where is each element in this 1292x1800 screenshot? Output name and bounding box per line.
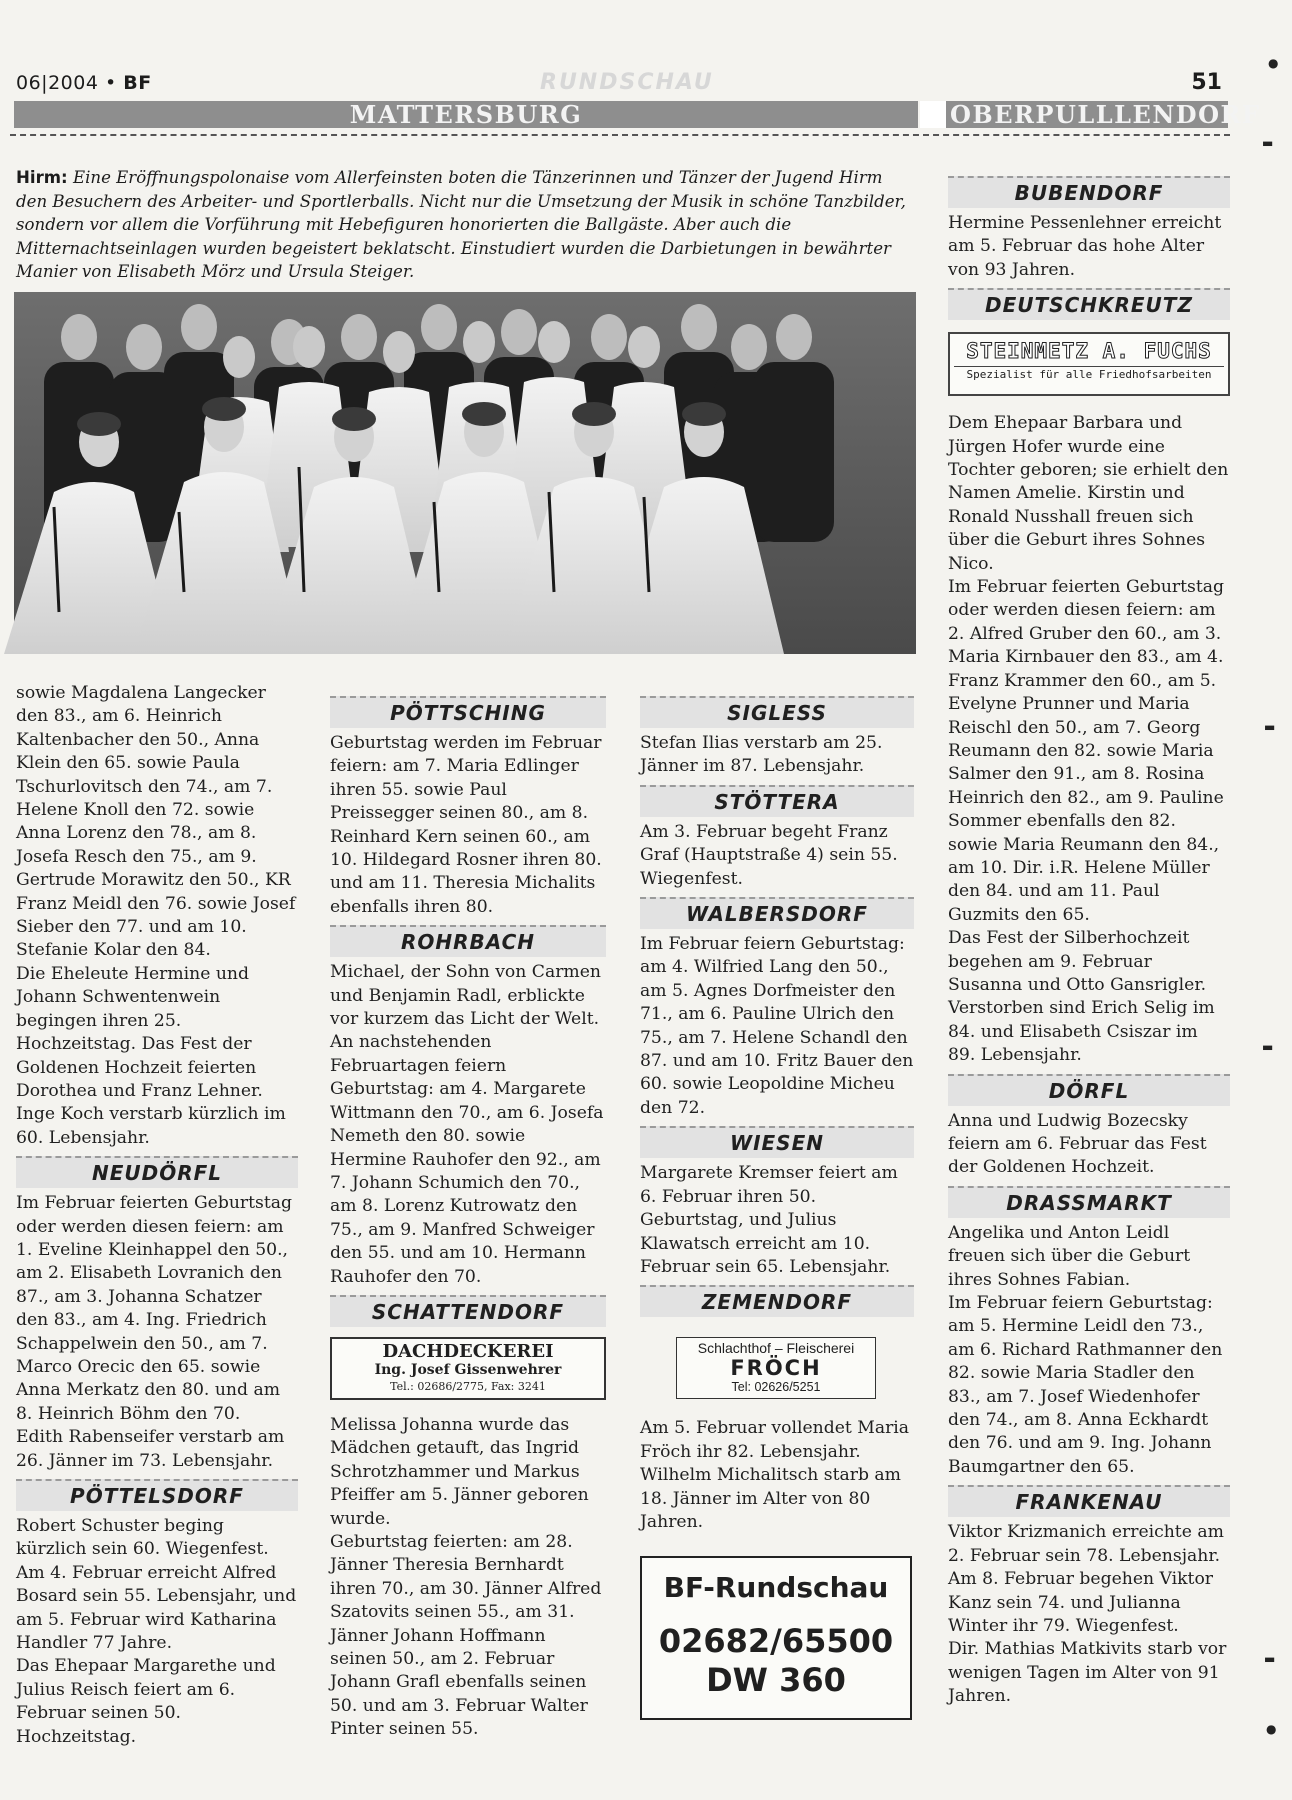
scan-mark-3: ▬: [1264, 720, 1276, 734]
neudorfl-paragraph-1: Im Februar feierten Geburtstag oder werden diesen feiern: am 1. Eveline Kleinhappel den 50., am 2. Elisabeth Lovranich den 87., am 3. Johanna Schatzer den 83., am 4. Ing. Friedrich Schappelwein den 50., am 7. Marco Orecic den 65. sowie Anna Merkatz den 80. und am 8. Heinrich Böhm den 70.: [16, 1193, 293, 1424]
schattendorf-paragraph-2: Geburtstag feierten: am 28. Jänner Theresia Bernhardt ihren 70., am 30. Jänner Alfred Szatovits seinen 55., am 31. Jänner Johann Hoffmann seinen 50., am 2. Februar Johann Grafl ebenfalls seinen 50. und am 3. Februar Walter Pinter seinen 55.: [330, 1531, 602, 1740]
col1-paragraph-2: Die Eheleute Hermine und Johann Schwentenwein begingen ihren 25. Hochzeitstag. Das Fest der Goldenen Hochzeit feierten Dorothea und Franz Lehner.: [16, 963, 263, 1101]
rohrbach-paragraph-1: Michael, der Sohn von Carmen und Benjamin Radl, erblickte vor kurzem das Licht der Welt.: [330, 962, 601, 1030]
advertisement-froch: [676, 1337, 876, 1399]
pottsching-paragraph-1: Geburtstag werden im Februar feiern: am 7. Maria Edlinger ihren 55. sowie Paul Preissegger seinen 80., am 8. Reinhard Kern seinen 60., am 10. Hildegard Rosner ihren 80. und am 11. Theresia Michalits ebenfalls ihren 80.: [330, 733, 602, 917]
caption-place: Hirm:: [16, 168, 68, 187]
column-4: [948, 176, 1230, 1709]
col1-paragraph-1: sowie Magdalena Langecker den 83., am 6. Heinrich Kaltenbacher den 50., Anna Klein den 65. sowie Paula Tschurlovitsch den 74., am 7. Helene Knoll den 72. sowie Anna Lorenz den 78., am 8. Josefa Resch den 75., am 9. Gertrude Morawitz den 50., KR Franz Meidl den 76. sowie Josef Sieber den 77. und am 10. Stefanie Kolar den 84.: [16, 683, 296, 961]
section-heading-dorfl: DÖRFL: [948, 1074, 1230, 1106]
scan-mark-6: ●: [1266, 1722, 1277, 1736]
scan-mark-4: ▬: [1262, 1040, 1274, 1054]
ad-froch-subtitle: Schlachthof – Fleischerei: [697, 1340, 855, 1357]
walbersdorf-paragraph-1: Im Februar feiern Geburtstag: am 4. Wilfried Lang den 50., am 5. Agnes Dorfmeister den 71., am 6. Pauline Ulrich den 75., am 7. Helene Schandl den 87. und am 10. Fritz Bauer den 60. sowie Leopoldine Micheu den 72.: [640, 934, 914, 1118]
ad-bf-title: BF-Rundschau: [663, 1571, 889, 1605]
column-1: [16, 682, 298, 1749]
section-heading-pottelsdorf: PÖTTELSDORF: [16, 1479, 298, 1511]
drassmarkt-paragraph-2: Im Februar feiern Geburtstag: am 5. Hermine Leidl den 73., am 6. Richard Rathmanner den 82. sowie Maria Stadler den 83., am 7. Josef Wiedenhofer den 74., am 8. Anna Eckhardt den 76. und am 9. Ing. Johann Baumgartner den 65.: [948, 1293, 1223, 1477]
section-heading-drassmarkt: DRASSMARKT: [948, 1186, 1230, 1218]
pottelsdorf-paragraph-1: Robert Schuster beging kürzlich sein 60. Wiegenfest. Am 4. Februar erreicht Alfred Bosard sein 55. Lebensjahr, und am 5. Februar wird Katharina Handler 77 Jahre.: [16, 1516, 297, 1654]
section-heading-bubendorf: BUBENDORF: [948, 176, 1230, 208]
frankenau-paragraph-2: Am 8. Februar begehen Viktor Kanz sein 74. und Julianna Winter ihr 79. Wiegenfest.: [948, 1569, 1214, 1636]
section-heading-deutschkreutz: DEUTSCHKREUTZ: [948, 288, 1230, 320]
ad-dach-title: DACHDECKEREI: [382, 1340, 554, 1362]
section-title: RUNDSCHAU: [540, 70, 714, 95]
neudorfl-paragraph-2: Edith Rabenseifer verstarb am 26. Jänner im 73. Lebensjahr.: [16, 1427, 285, 1471]
section-heading-schattendorf: SCHATTENDORF: [330, 1295, 606, 1327]
region-band-oberpullendorf: OBERPULLLENDORF: [946, 101, 1228, 128]
section-heading-frankenau: FRANKENAU: [948, 1485, 1230, 1517]
advertisement-bf-rundschau: [640, 1556, 912, 1720]
stottera-paragraph-1: Am 3. Februar begeht Franz Graf (Hauptstraße 4) sein 55. Wiegenfest.: [640, 821, 898, 889]
region-band-mattersburg: MATTERSBURG: [14, 101, 918, 128]
ad-stein-subtitle: Spezialist für alle Friedhofsarbeiten: [954, 366, 1224, 383]
dorfl-paragraph-1: Anna und Ludwig Bozecsky feiern am 6. Februar das Fest der Goldenen Hochzeit.: [948, 1110, 1207, 1178]
frankenau-paragraph-1: Viktor Krizmanich erreichte am 2. Februar sein 78. Lebensjahr.: [948, 1522, 1224, 1566]
bubendorf-paragraph-1: Hermine Pessenlehner erreicht am 5. Februar das hohe Alter von 93 Jahren.: [948, 213, 1222, 280]
section-heading-wiesen: WIESEN: [640, 1126, 914, 1158]
section-heading-zemendorf: ZEMENDORF: [640, 1285, 914, 1317]
rohrbach-paragraph-2: An nachstehenden Februartagen feiern Geburtstag: am 4. Margarete Wittmann den 70., am 6. Josefa Nemeth den 80. sowie Hermine Rauhofer den 92., am 7. Johann Schumich den 70., am 8. Lorenz Kutrowatz den 75., am 9. Manfred Schweiger den 55. und am 10. Hermann Rauhofer den 70.: [330, 1032, 604, 1287]
column-2: [330, 696, 606, 1742]
group-photo-illustration: [14, 292, 916, 654]
wiesen-paragraph-1: Margarete Kremser feiert am 6. Februar ihren 50. Geburtstag, und Julius Klawatsch erreicht am 10. Februar sein 65. Lebensjahr.: [640, 1163, 898, 1277]
ad-dach-phone: Tel.: 02686/2775, Fax: 3241: [390, 1379, 546, 1393]
section-heading-neudorfl: NEUDÖRFL: [16, 1156, 298, 1188]
band-separator: [920, 101, 946, 128]
column-3: [640, 696, 914, 1720]
scan-mark-2: ▬: [1262, 136, 1274, 150]
page-number: 51: [1191, 70, 1222, 95]
ad-froch-phone: Tel: 02626/5251: [731, 1380, 821, 1395]
advertisement-dachdeckerei: [330, 1337, 606, 1400]
deutschkreutz-paragraph-2: Im Februar feierten Geburtstag oder werden diesen feiern: am 2. Alfred Gruber den 60., am 3. Maria Kirnbauer den 83., am 4. Franz Krammer den 60., am 5. Evelyne Prunner und Maria Reischl den 50., am 7. Georg Reumann den 82. sowie Maria Salmer den 91., am 8. Rosina Heinrich den 82., am 9. Pauline Sommer ebenfalls den 82. sowie Maria Reumann den 84., am 10. Dir. i.R. Helene Müller den 84. und am 11. Paul Guzmits den 65.: [948, 577, 1225, 925]
section-heading-stottera: STÖTTERA: [640, 785, 914, 817]
caption-text: Eine Eröffnungspolonaise vom Allerfeinsten boten die Tänzerinnen und Tänzer der Jugend Hirm den Besuchern des Arbeiter- und Sportlerballs. Nicht nur die Umsetzung der Musik in schöne Tanzbilder, sondern vor allem die Vorführung mit Hebefiguren honorierten die Ballgäste. Aber auch die Mitternachtseinlagen wurden begeistert beklatscht. Einstudiert wurden die Darbietungen in bewährter Manier von Elisabeth Mörz und Ursula Steiger.: [16, 168, 906, 281]
schattendorf-paragraph-1: Melissa Johanna wurde das Mädchen getauft, das Ingrid Schrotzhammer und Markus Pfeiffer am 5. Jänner geboren wurde.: [330, 1414, 589, 1529]
section-heading-sigless: SIGLESS: [640, 696, 914, 728]
section-heading-walbersdorf: WALBERSDORF: [640, 897, 914, 929]
ad-stein-title: STEINMETZ A. FUCHS: [966, 339, 1212, 364]
photo-caption: [16, 166, 918, 284]
deutschkreutz-paragraph-1: Dem Ehepaar Barbara und Jürgen Hofer wurde eine Tochter geboren; sie erhielt den Namen Amelie. Kirstin und Ronald Nusshall freuen sich über die Geburt ihres Sohnes Nico.: [948, 413, 1229, 574]
drassmarkt-paragraph-1: Angelika und Anton Leidl freuen sich über die Geburt ihres Sohnes Fabian.: [948, 1222, 1191, 1290]
sigless-paragraph-1: Stefan Ilias verstarb am 25. Jänner im 87. Lebensjahr.: [640, 733, 883, 777]
col1-paragraph-3: Inge Koch verstarb kürzlich im 60. Lebensjahr.: [16, 1104, 286, 1148]
section-heading-pottsching: PÖTTSCHING: [330, 696, 606, 728]
ad-bf-extension: DW 360: [706, 1661, 846, 1700]
header-rule: [10, 134, 1230, 136]
scan-mark-1: ●: [1268, 56, 1279, 70]
ad-bf-phone: 02682/65500: [658, 1622, 894, 1661]
issue-date: 06|2004 •: [16, 72, 117, 94]
pottelsdorf-paragraph-2: Das Ehepaar Margarethe und Julius Reisch feiert am 6. Februar seinen 50. Hochzeitstag.: [16, 1656, 276, 1747]
zemendorf-paragraph-2: Wilhelm Michalitsch starb am 18. Jänner im Alter von 80 Jahren.: [640, 1465, 901, 1532]
section-heading-rohrbach: ROHRBACH: [330, 925, 606, 957]
deutschkreutz-paragraph-4: Verstorben sind Erich Selig im 84. und Elisabeth Csiszar im 89. Lebensjahr.: [948, 998, 1215, 1066]
issue-header: [16, 72, 152, 94]
ad-froch-name: FRÖCH: [730, 1356, 822, 1381]
group-photo: [14, 292, 916, 654]
deutschkreutz-paragraph-3: Das Fest der Silberhochzeit begehen am 9. Februar Susanna und Otto Gansrigler.: [948, 928, 1207, 995]
advertisement-steinmetz: [948, 332, 1230, 396]
ad-dach-name: Ing. Josef Gissenwehrer: [374, 1361, 562, 1378]
zemendorf-paragraph-1: Am 5. Februar vollendet Maria Fröch ihr 82. Lebensjahr.: [640, 1418, 910, 1462]
scan-mark-5: ▬: [1264, 1652, 1276, 1666]
brand-label: BF: [123, 72, 152, 94]
frankenau-paragraph-3: Dir. Mathias Matkivits starb vor wenigen Tagen im Alter von 91 Jahren.: [948, 1639, 1227, 1707]
